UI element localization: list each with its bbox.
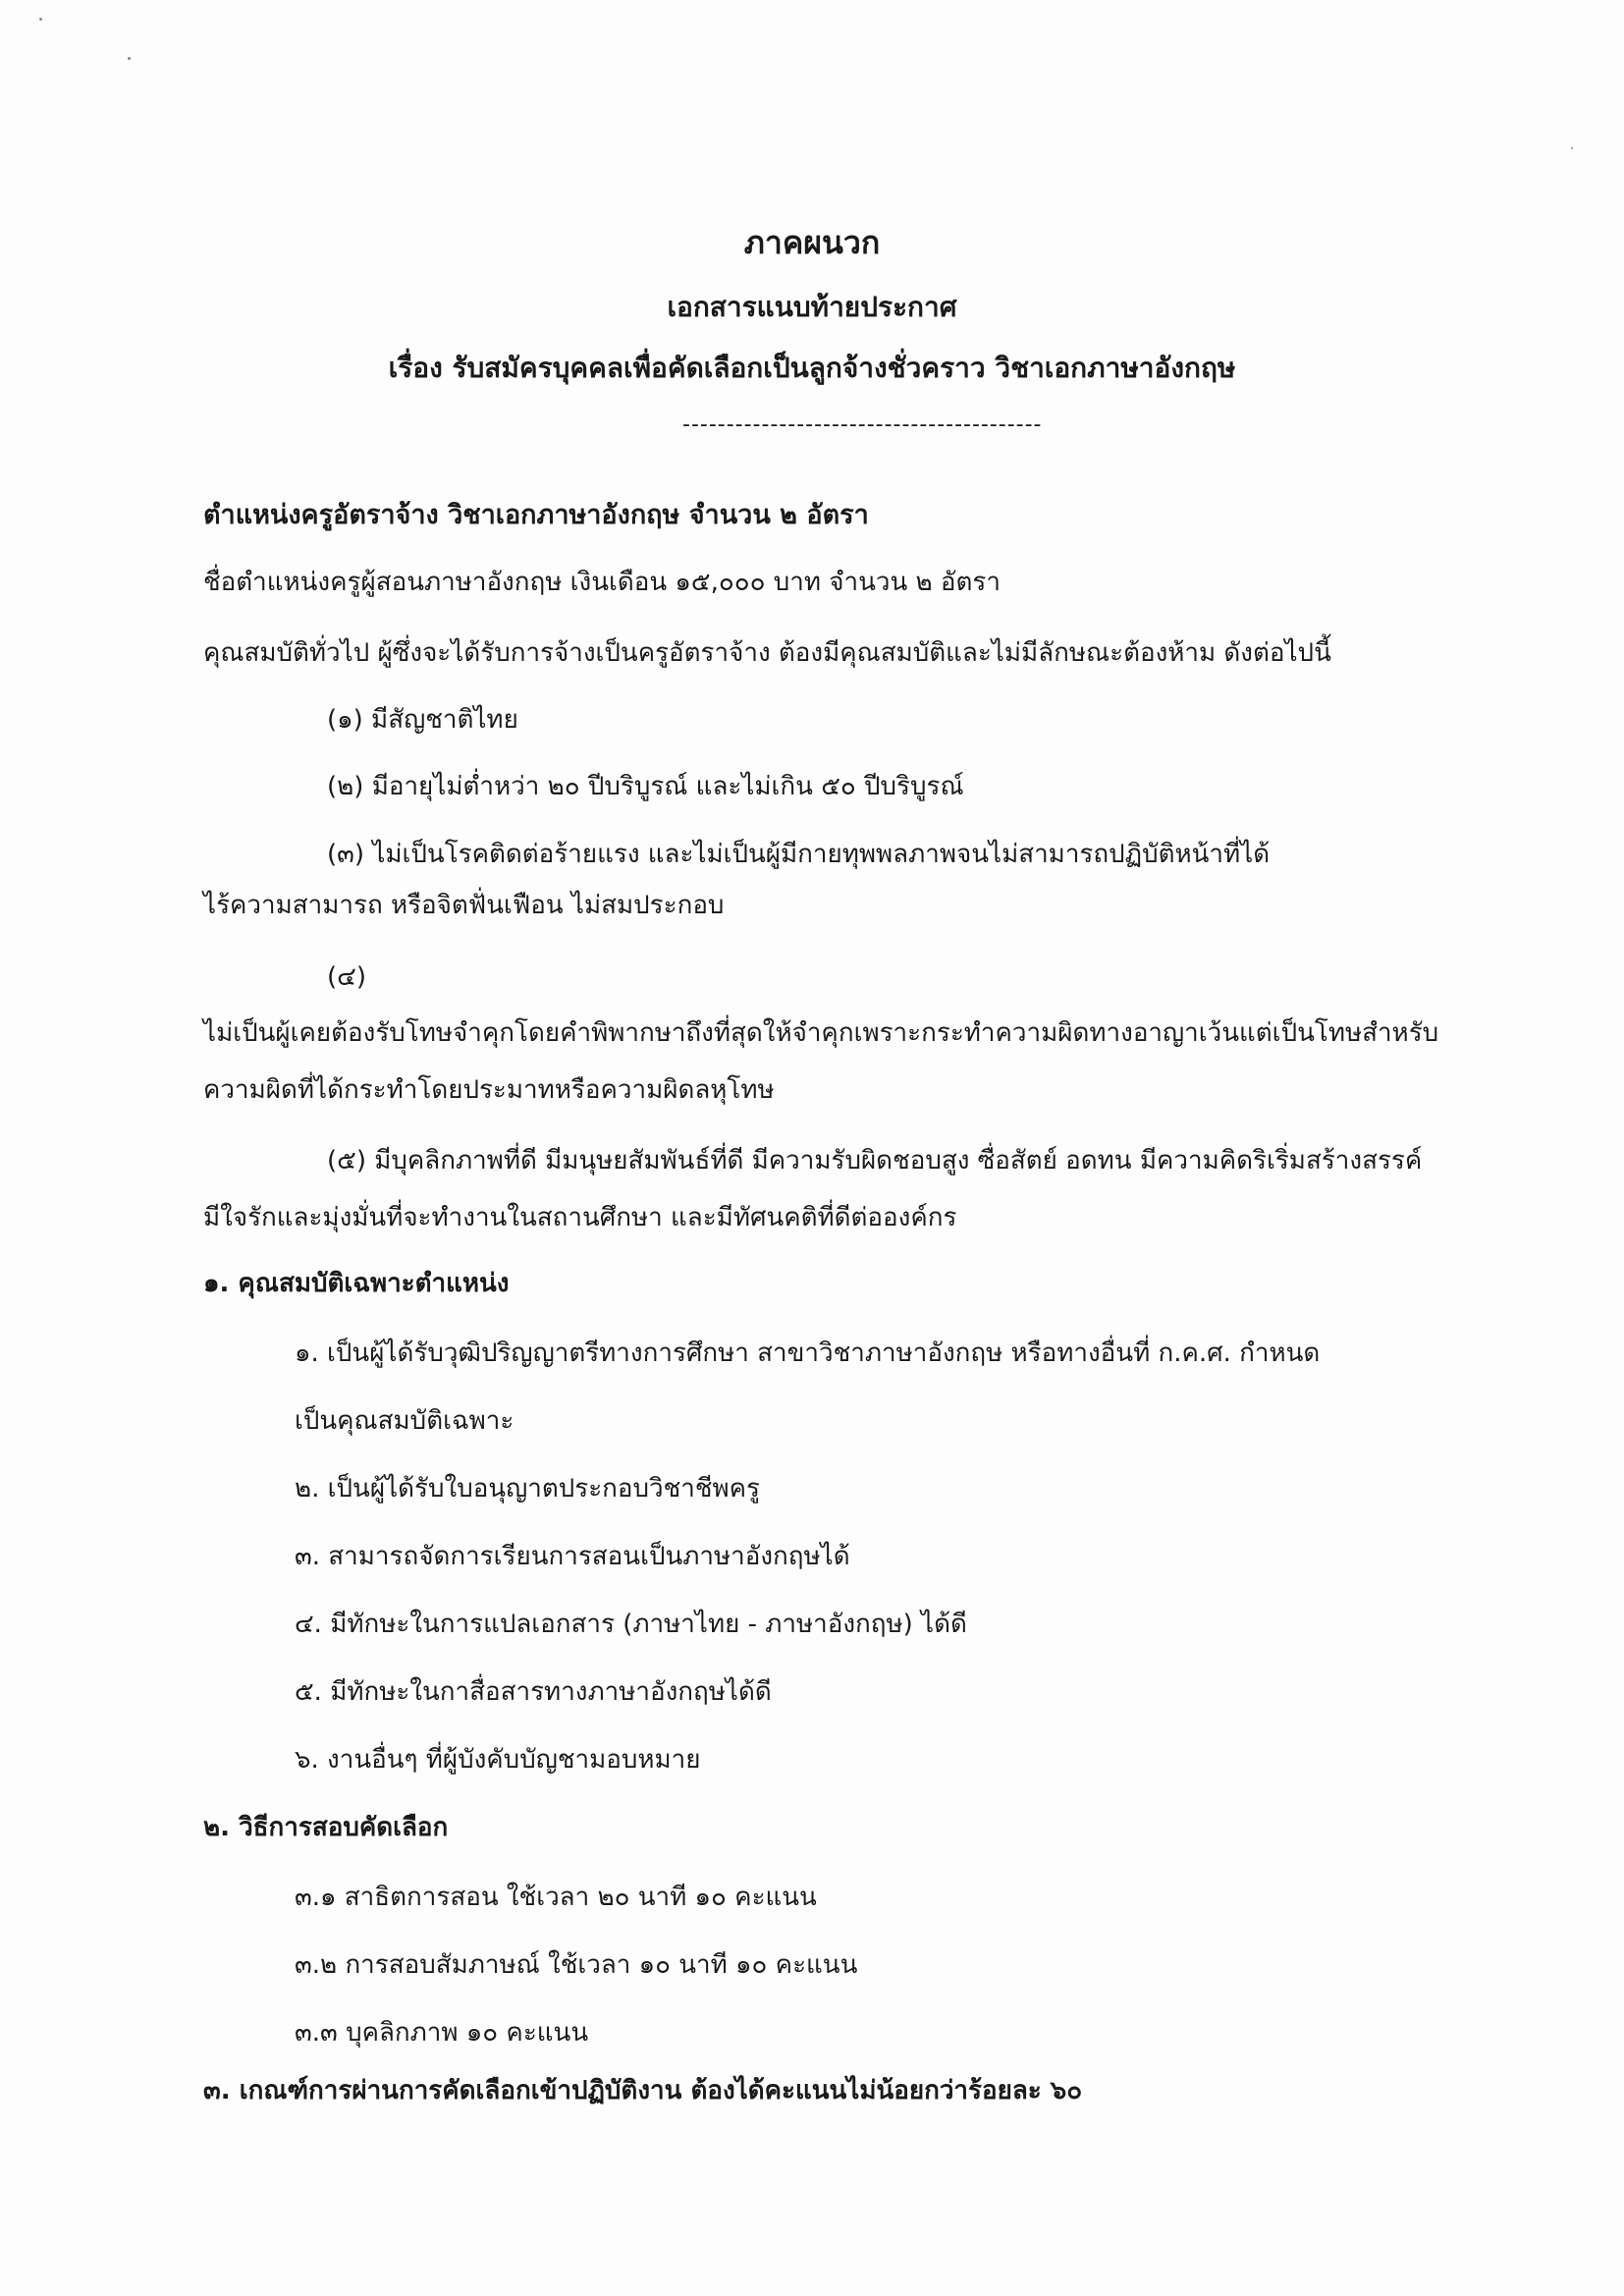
document-title: ภาคผนวก	[743, 224, 881, 261]
scan-speck	[1571, 147, 1573, 149]
general-item-4: ไม่เป็นผู้เคยต้องรับโทษจำคุกโดยคำพิพากษาถึงที่สุดให้จำคุกเพราะกระทำความผิดทางอาญาเว้นแต่เป็นโทษสำหรับ	[203, 1018, 1439, 1048]
section-2-item-3: ๓.๓ บุคลิกภาพ ๑๐ คะแนน	[295, 2018, 589, 2048]
section-2-heading: ๒. วิธีการสอบคัดเลือก	[203, 1813, 449, 1842]
general-item-3: (๓) ไม่เป็นโรคติดต่อร้ายแรง และไม่เป็นผู้มีกายทุพพลภาพจนไม่สามารถปฏิบัติหน้าที่ได้	[327, 840, 1271, 869]
general-item-2: (๒) มีอายุไม่ต่ำหว่า ๒๐ ปีบริบูรณ์ และไม่เกิน ๕๐ ปีบริบูรณ์	[327, 772, 964, 801]
general-item-4-continued: ความผิดที่ได้กระทำโดยประมาทหรือความผิดลหุโทษ	[203, 1075, 775, 1105]
position-heading: ตำแหน่งครูอัตราจ้าง วิชาเอกภาษาอังกฤษ จำนวน ๒ อัตรา	[203, 500, 869, 530]
section-1-item-1: ๑. เป็นผู้ได้รับวุฒิปริญญาตรีทางการศึกษา สาขาวิชาภาษาอังกฤษ หรือทางอื่นที่ ก.ค.ศ. กำหนด	[295, 1339, 1321, 1368]
general-qualifications-intro: คุณสมบัติทั่วไป ผู้ซึ่งจะได้รับการจ้างเป็นครูอัตราจ้าง ต้องมีคุณสมบัติและไม่มีลักษณะต้องห้าม ดังต่อไปนี้	[203, 638, 1331, 668]
general-item-3-continued: ไร้ความสามารถ หรือจิตฟั่นเฟือน ไม่สมประกอบ	[203, 891, 725, 920]
section-1-heading: ๑. คุณสมบัติเฉพาะตำแหน่ง	[203, 1269, 510, 1298]
general-item-4-number: (๔)	[327, 962, 366, 992]
document-subtitle: เอกสารแนบท้ายประกาศ	[667, 291, 957, 323]
header-divider: -----------------------------------------	[682, 412, 1043, 437]
scan-speck	[128, 57, 131, 60]
salary-line: ชื่อตำแหน่งครูผู้สอนภาษาอังกฤษ เงินเดือน ๑๕,๐๐๐ บาท จำนวน ๒ อัตรา	[203, 568, 1001, 597]
section-1-item-5: ๕. มีทักษะในกาสื่อสารทางภาษาอังกฤษได้ดี	[295, 1677, 772, 1707]
general-item-5-continued: มีใจรักและมุ่งมั่นที่จะทำงานในสถานศึกษา และมีทัศนคติที่ดีต่อองค์กร	[203, 1203, 957, 1232]
section-1-item-3: ๓. สามารถจัดการเรียนการสอนเป็นภาษาอังกฤษได้	[295, 1542, 850, 1571]
section-2-item-2: ๓.๒ การสอบสัมภาษณ์ ใช้เวลา ๑๐ นาที ๑๐ คะแนน	[295, 1950, 858, 1980]
general-item-1: (๑) มีสัญชาติไทย	[327, 705, 518, 735]
section-1-item-1-continued: เป็นคุณสมบัติเฉพาะ	[295, 1406, 514, 1436]
section-3-heading: ๓. เกณฑ์การผ่านการคัดเลือกเข้าปฏิบัติงาน ต้องได้คะแนนไม่น้อยกว่าร้อยละ ๖๐	[203, 2076, 1083, 2105]
scan-speck	[39, 18, 42, 21]
section-1-item-4: ๔. มีทักษะในการแปลเอกสาร (ภาษาไทย - ภาษาอังกฤษ) ได้ดี	[295, 1610, 967, 1639]
section-2-item-1: ๓.๑ สาธิตการสอน ใช้เวลา ๒๐ นาที ๑๐ คะแนน	[295, 1883, 817, 1912]
section-1-item-6: ๖. งานอื่นๆ ที่ผู้บังคับบัญชามอบหมาย	[295, 1745, 701, 1775]
section-1-item-2: ๒. เป็นผู้ได้รับใบอนุญาตประกอบวิชาชีพครู	[295, 1474, 761, 1503]
general-item-5: (๕) มีบุคลิกภาพที่ดี มีมนุษยสัมพันธ์ที่ดี มีความรับผิดชอบสูง ซื่อสัตย์ อดทน มีความคิดริเริ่มสร้างสรรค์	[327, 1146, 1423, 1175]
document-subject: เรื่อง รับสมัครบุคคลเพื่อคัดเลือกเป็นลูกจ้างชั่วคราว วิชาเอกภาษาอังกฤษ	[388, 352, 1236, 384]
